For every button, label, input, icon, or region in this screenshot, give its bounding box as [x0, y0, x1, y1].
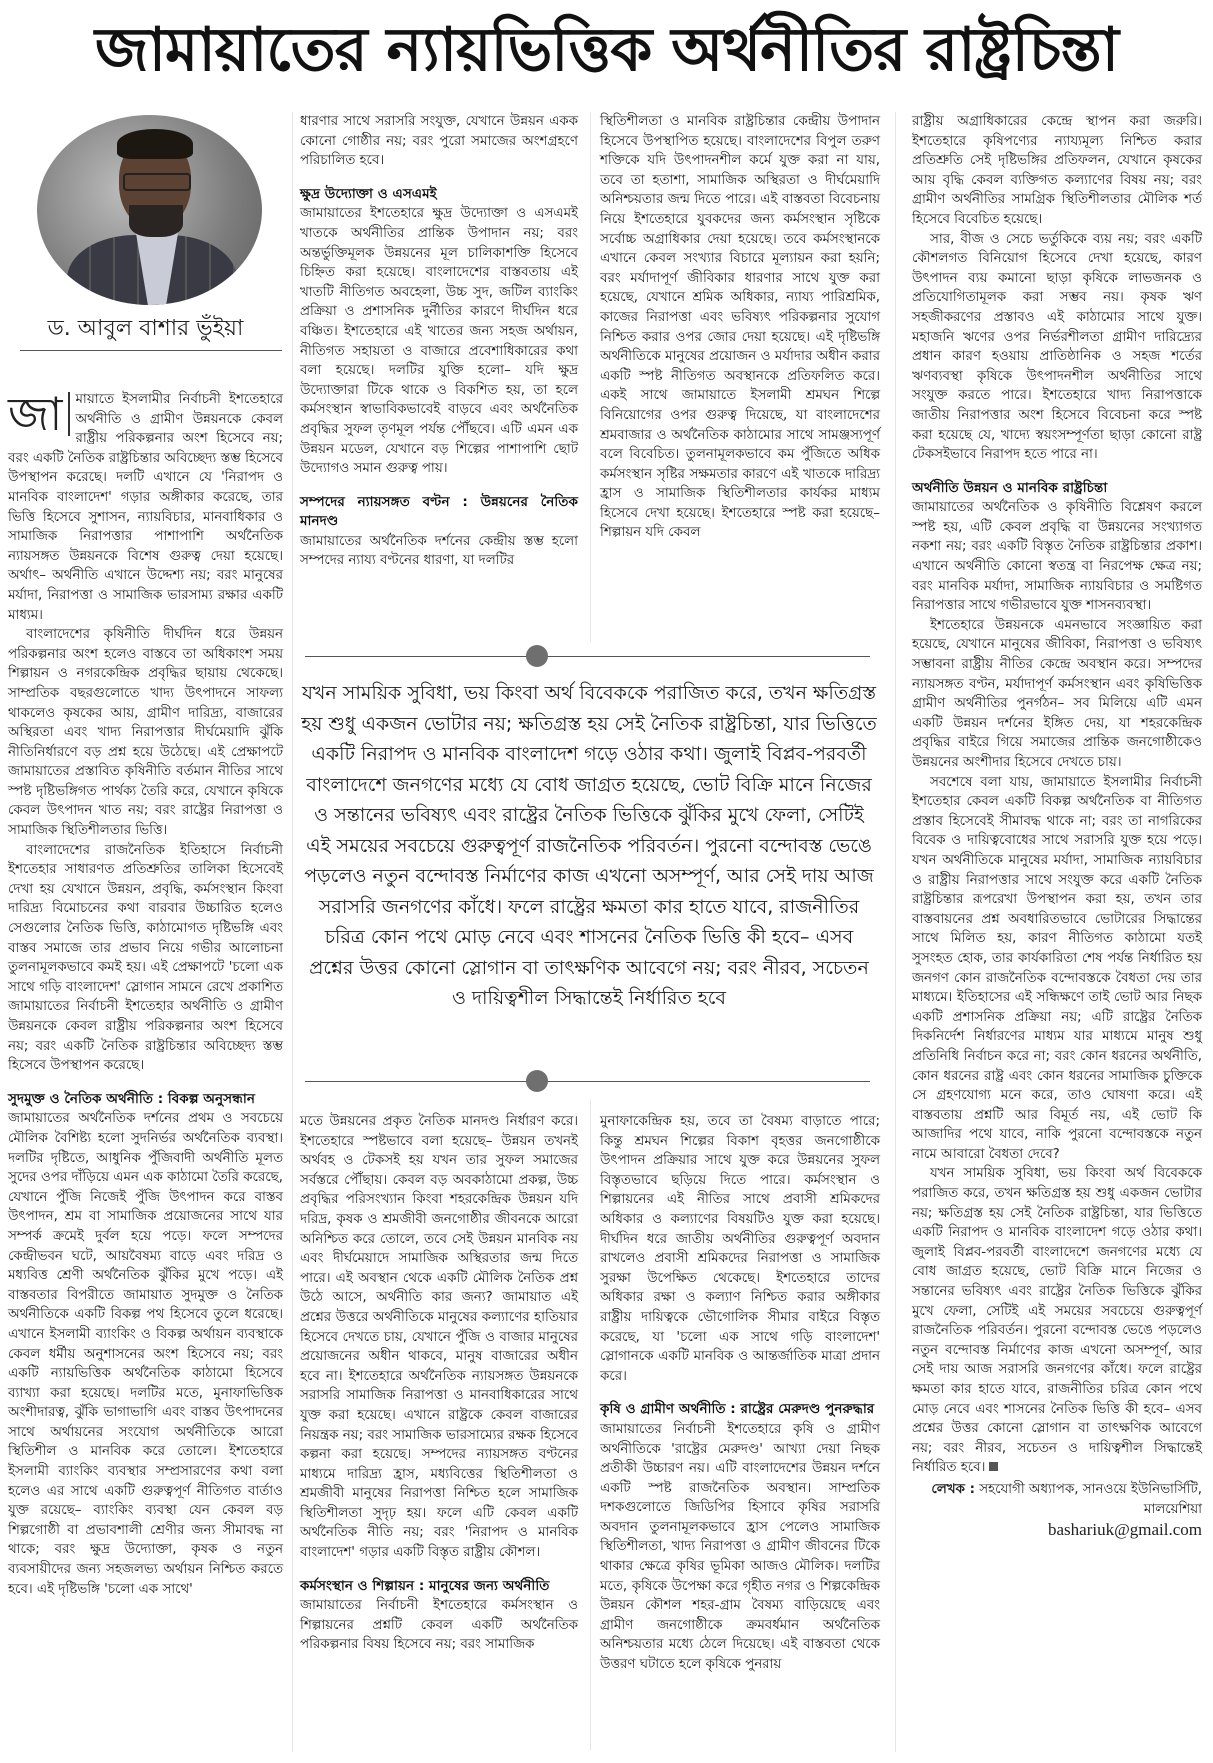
headline: জামায়াতের ন্যায়ভিত্তিক অর্থনীতির রাষ্ট্রচিন্তা [94, 15, 1119, 85]
article-column-4 [912, 112, 1202, 1541]
author-note-text: সহযোগী অধ্যাপক, সানওয়ে ইউনিভার্সিটি, মালয়েশিয়া [979, 1481, 1202, 1517]
photo-hair [117, 129, 193, 159]
section-heading: ক্ষুদ্র উদ্যোক্তা ও এসএমই [300, 185, 437, 202]
paragraph: রাষ্ট্রীয় অগ্রাধিকারের কেন্দ্রে স্থাপন করা জরুরি। ইশতেহারে কৃষিপণ্যের ন্যায্যমূল্য নিশ্চিত করার প্রতিশ্রুতি সেই দৃষ্টিভঙ্গির প্রতিফলন, যেখানে কৃষকের আয় বৃদ্ধি কেবল ব্যক্তিগত কল্যাণের বিষয় নয়; বরং গ্রামীণ অর্থনীতির সামগ্রিক স্থিতিশীলতার মৌলিক শর্ত হিসেবে বিবেচিত হয়েছে। [912, 114, 1202, 227]
section-heading: কৃষি ও গ্রামীণ অর্থনীতি : রাষ্ট্রের মেরুদণ্ড পুনরুদ্ধার [600, 1401, 875, 1418]
article-column-3-top [600, 112, 880, 543]
paragraph: ধারণার সাথে সরাসরি সংযুক্ত, যেখানে উন্নয়ন একক কোনো গোষ্ঠীর নয়; বরং পুরো সমাজের অংশগ্রহণে পরিচালিত হবে। [300, 114, 578, 169]
pull-quote: যখন সাময়িক সুবিধা, ভয় কিংবা অর্থ বিবেককে পরাজিত করে, তখন ক্ষতিগ্রস্ত হয় শুধু একজন ভোটার নয়; ক্ষতিগ্রস্ত হয় সেই নৈতিক রাষ্ট্রচিন্তা, যার ভিত্তিতে একটি নিরাপদ ও মানবিক বাংলাদেশ গড়ে ওঠার কথা। জুলাই বিপ্লব-পরবর্তী বাংলাদেশে জনগণের মধ্যে যে বোধ জাগ্রত হয়েছে, ভোট বিক্রি মানে নিজের ও সন্তানের ভবিষ্যৎ এবং রাষ্ট্রের নৈতিক ভিত্তিকে ঝুঁকির মুখে ফেলা, সেটিই এই সময়ের সবচেয়ে গুরুত্বপূর্ণ রাজনৈতিক পরিবর্তন। পুরনো বন্দোবস্ত ভেঙে পড়লেও নতুন বন্দোবস্ত নির্মাণের কাজ এখনো অসম্পূর্ণ, আর সেই দায় আজ সরাসরি জনগণের কাঁধে। ফলে রাষ্ট্রের ক্ষমতা কার হাতে যাবে, রাজনীতির চরিত্র কোন পথে মোড় নেবে এবং শাসনের নৈতিক ভিত্তি কী হবে– এসব প্রশ্নের উত্তর কোনো স্লোগান বা তাৎক্ষণিক আবেগে নয়; বরং নীরব, সচেতন ও দায়িত্বশীল সিদ্ধান্তেই নির্ধারিত হবে [301, 682, 877, 1009]
paragraph-text: মায়াতে ইসলামীর নির্বাচনী ইশতেহারে অর্থনীতি ও গ্রামীণ উন্নয়নকে কেবল রাষ্ট্রীয় পরিকল্পনার অংশ হিসেবে নয়; বরং একটি নৈতিক রাষ্ট্রচিন্তার অবিচ্ছেদ্য স্তম্ভ হিসেবে উপস্থাপন করেছে। দলটি এখানে যে 'নিরাপদ ও মানবিক বাংলাদেশ' গড়ার অঙ্গীকার করেছে, তার ভিত্তি হিসেবে সুশাসন, ন্যায়বিচার, মানবাধিকার ও সামাজিক নিরাপত্তার পাশাপাশি অর্থনৈতিক ন্যায়সঙ্গত উন্নয়নকে বিশেষ গুরুত্ব দেয়া হয়েছে। অর্থাৎ– অর্থনীতি এখানে উদ্দেশ্য নয়; বরং মানুষের মর্যাদা, নিরাপত্তা ও সামাজিক ভারসাম্য রক্ষার একটি মাধ্যম। [8, 392, 283, 623]
paragraph: জামায়াতের নির্বাচনী ইশতেহারে কর্মসংস্থান ও শিল্পায়নের প্রশ্নটি কেবল একটি অর্থনৈতিক পরিকল্পনার বিষয় হিসেবে নয়; বরং সামাজিক [300, 1598, 578, 1653]
section-heading: সম্পদের ন্যায়সঙ্গত বণ্টন : উন্নয়নের নৈতিক মানদণ্ড [300, 493, 578, 530]
byline-divider [20, 350, 282, 351]
paragraph: স্থিতিশীলতা ও মানবিক রাষ্ট্রচিন্তার কেন্দ্রীয় উপাদান হিসেবে উপস্থাপিত হয়েছে। বাংলাদেশের বিপুল তরুণ শক্তিকে যদি উৎপাদনশীল কর্মে যুক্ত করা না যায়, তবে তা হতাশা, সামাজিক অস্থিরতা ও দীর্ঘমেয়াদি অনিশ্চয়তার জন্ম দিতে পারে। এই বাস্তবতা বিবেচনায় নিয়ে ইশতেহারে যুবকদের জন্য কর্মসংস্থান সৃষ্টিকে সর্বোচ্চ অগ্রাধিকার দেয়া হয়েছে। তবে কর্মসংস্থানকে এখানে কেবল সংখ্যার বিচারে মূল্যায়ন করা হয়নি; বরং মর্যাদাপূর্ণ জীবিকার ধারণার সাথে যুক্ত করা হয়েছে, যেখানে শ্রমিক অধিকার, ন্যায্য পারিশ্রমিক, কাজের নিরাপত্তা এবং ভবিষ্যৎ পরিকল্পনার সুযোগ নিশ্চিত করার ওপর জোর দেয়া হয়েছে। এই দৃষ্টিভঙ্গি অর্থনীতিকে মানুষের প্রয়োজন ও মর্যাদার অধীন করার একটি স্পষ্ট নীতিগত অবস্থানকে প্রতিফলিত করে। একই সাথে জামায়াতে ইসলামী শ্রমঘন শিল্পে বিনিয়োগের ওপর গুরুত্ব দিয়েছে, যা বাংলাদেশের শ্রমবাজার ও অর্থনৈতিক কাঠামোর সাথে সামঞ্জস্যপূর্ণ বলে বিবেচিত। তুলনামূলকভাবে কম পুঁজিতে অধিক কর্মসংস্থান সৃষ্টির সক্ষমতার কারণে এই খাতকে দারিদ্র্য হ্রাস ও সামাজিক স্থিতিশীলতার কার্যকর মাধ্যম হিসেবে দেখা হয়েছে। ইশতেহারে স্পষ্ট করা হয়েছে– শিল্পায়ন যদি কেবল [600, 114, 880, 541]
article-column-2-top [300, 112, 578, 571]
column-divider [292, 112, 293, 1752]
paragraph: জামায়াতের ইশতেহারে ক্ষুদ্র উদ্যোক্তা ও এসএমই খাতকে অর্থনীতির প্রান্তিক উপাদান নয়; বরং অন্তর্ভুক্তিমূলক উন্নয়নের মূল চালিকাশক্তি হিসেবে চিহ্নিত করা হয়েছে। বাংলাদেশের বাস্তবতায় এই খাতটি নীতিগত অবহেলা, উচ্চ সুদ, জটিল ব্যাংকিং প্রক্রিয়া ও প্রশাসনিক দুর্নীতির কারণে দীর্ঘদিন ধরে বঞ্চিত। ইশতেহারে এই খাতের জন্য সহজ অর্থায়ন, নীতিগত সহায়তা ও বাজারে প্রবেশাধিকারের কথা বলা হয়েছে। দলটির যুক্তি হলো– যদি ক্ষুদ্র উদ্যোক্তারা টিকে থাকে ও বিকশিত হয়, তা হলে কর্মসংস্থান স্বাভাবিকভাবেই বাড়বে এবং অর্থনৈতিক প্রবৃদ্ধির সুফল তৃণমূল পর্যন্ত পৌঁছবে। এটি এমন এক উন্নয়ন মডেল, যেখানে বড় শিল্পের পাশাপাশি ছোট উদ্যোগও সমান গুরুত্ব পায়। [300, 206, 578, 477]
section-heading: অর্থনীতি উন্নয়ন ও মানবিক রাষ্ট্রচিন্তা [912, 479, 1108, 496]
paragraph: বাংলাদেশের কৃষিনীতি দীর্ঘদিন ধরে উন্নয়ন পরিকল্পনার অংশ হলেও বাস্তবে তা অধিকাংশ সময় শিল্পায়ন ও নগরকেন্দ্রিক প্রবৃদ্ধির ছায়ায় থেকেছে। সাম্প্রতিক বছরগুলোতে খাদ্য উৎপাদনে সাফল্য থাকলেও কৃষকের আয়, গ্রামীণ দারিদ্র্য, বাজারের অস্থিরতা এবং খাদ্য নিরাপত্তার দীর্ঘমেয়াদি ঝুঁকি নীতিনির্ধারণে বড় প্রশ্ন হয়ে উঠেছে। এই প্রেক্ষাপটে জামায়াতের প্রস্তাবিত কৃষিনীতি বর্তমান নীতির সাথে স্পষ্ট দৃষ্টিভঙ্গিগত পার্থক্য তৈরি করে, যেখানে কৃষিকে কেবল উৎপাদন খাত নয়; বরং রাষ্ট্রের নিরাপত্তা ও সামাজিক স্থিতিশীলতার ভিত্তি। [8, 627, 283, 839]
paragraph-text: যখন সাময়িক সুবিধা, ভয় কিংবা অর্থ বিবেককে পরাজিত করে, তখন ক্ষতিগ্রস্ত হয় শুধু একজন ভোটার নয়; ক্ষতিগ্রস্ত হয় সেই নৈতিক রাষ্ট্রচিন্তা, যার ভিত্তিতে একটি নিরাপদ ও মানবিক বাংলাদেশ গড়ে ওঠার কথা। জুলাই বিপ্লব-পরবর্তী বাংলাদেশে জনগণের মধ্যে যে বোধ জাগ্রত হয়েছে, ভোট বিক্রি মানে নিজের ও সন্তানের ভবিষ্যৎ এবং রাষ্ট্রের নৈতিক ভিত্তিকে ঝুঁকির মুখে ফেলা, সেটিই এই সময়ের সবচেয়ে গুরুত্বপূর্ণ রাজনৈতিক পরিবর্তন। পুরনো বন্দোবস্ত ভেঙে পড়লেও নতুন বন্দোবস্ত নির্মাণের কাজ এখনো অসম্পূর্ণ, আর সেই দায় আজ সরাসরি জনগণের কাঁধে। ফলে রাষ্ট্রের ক্ষমতা কার হাতে যাবে, রাজনীতির চরিত্র কোন পথে মোড় নেবে এবং শাসনের নৈতিক ভিত্তি কী হবে– এসব প্রশ্নের উত্তর কোনো স্লোগান বা তাৎক্ষণিক আবেগে নয়; বরং নীরব, সচেতন ও দায়িত্বশীল সিদ্ধান্তেই নির্ধারিত হবে। [912, 1166, 1202, 1476]
column-divider [590, 112, 591, 642]
pull-quote-top-rule [305, 656, 870, 657]
photo-beard [129, 205, 183, 237]
author-byline: ড. আবুল বাশার ভুঁইয়া [47, 316, 244, 341]
pull-quote-top-dot [526, 645, 548, 667]
paragraph: জামায়াতের অর্থনৈতিক ও কৃষিনীতি বিশ্লেষণ করলে স্পষ্ট হয়, এটি কেবল প্রবৃদ্ধি বা উন্নয়নের সংখ্যাগত নকশা নয়; বরং একটি বিস্তৃত নৈতিক রাষ্ট্রচিন্তার প্রকাশ। এখানে অর্থনীতি কোনো স্বতন্ত্র বা নিরপেক্ষ ক্ষেত্র নয়; বরং মানবিক মর্যাদা, সামাজিক ন্যায়বিচার ও সমষ্টিগত নিরাপত্তার সাথে গভীরভাবে যুক্ত শাসনব্যবস্থা। [912, 500, 1202, 614]
paragraph: বাংলাদেশের রাজনৈতিক ইতিহাসে নির্বাচনী ইশতেহার সাধারণত প্রতিশ্রুতির তালিকা হিসেবেই দেখা হয় যেখানে উন্নয়ন, প্রবৃদ্ধি, কর্মসংস্থান কিংবা দারিদ্র্য বিমোচনের কথা বারবার উচ্চারিত হলেও সেগুলোর নৈতিক ভিত্তি, কাঠামোগত দৃষ্টিভঙ্গি এবং বাস্তব সমাজে তার প্রভাব নিয়ে গভীর আলোচনা তুলনামূলকভাবে কমই হয়। এই প্রেক্ষাপটে 'চলো এক সাথে গড়ি বাংলাদেশ' স্লোগান সামনে রেখে প্রকাশিত জামায়াতের নির্বাচনী ইশতেহার অর্থনীতি ও গ্রামীণ উন্নয়নকে কেবল রাষ্ট্রীয় পরিকল্পনার অংশ হিসেবে নয়; বরং একটি নৈতিক রাষ্ট্রচিন্তার অবিচ্ছেদ্য স্তম্ভ হিসেবে উপস্থাপন করেছে। [8, 842, 283, 1074]
end-mark-icon [989, 1462, 998, 1471]
author-photo [37, 115, 262, 305]
article-column-1 [8, 387, 283, 1599]
paragraph: জামায়াতের অর্থনৈতিক দর্শনের কেন্দ্রীয় স্তম্ভ হলো সম্পদের ন্যায্য বণ্টনের ধারণা, যা দলটির [300, 533, 578, 569]
closing-paragraph [912, 1164, 1202, 1478]
author-email[interactable]: bashariuk@gmail.com [1048, 1520, 1202, 1540]
paragraph: সার, বীজ ও সেচে ভর্তুকিকে ব্যয় নয়; বরং একটি কৌশলগত বিনিয়োগ হিসেবে দেখা হয়েছে, কারণ উৎপাদন ব্যয় কমানো ছাড়া কৃষিকে লাভজনক ও প্রতিযোগিতামূলক করা সম্ভব নয়। কৃষক ঋণ সহজীকরণের প্রস্তাবও এই কাঠামোর সাথে যুক্ত। মহাজনি ঋণের ওপর নির্ভরশীলতা গ্রামীণ দারিদ্র্যের প্রধান কারণ হওয়ায় প্রাতিষ্ঠানিক ও সহজ শর্তের ঋণব্যবস্থা কৃষিকে উৎপাদনশীল অর্থনীতির সাথে সংযুক্ত করতে পারে। ইশতেহারে খাদ্য নিরাপত্তাকে জাতীয় নিরাপত্তার অংশ হিসেবে বিবেচনা করে স্পষ্ট করা হয়েছে যে, খাদ্যে স্বয়ংসম্পূর্ণতা ছাড়া কোনো রাষ্ট্র টেকসইভাবে নিরাপদ হতে পারে না। [912, 231, 1202, 463]
paragraph: মুনাফাকেন্দ্রিক হয়, তবে তা বৈষম্য বাড়াতে পারে; কিন্তু শ্রমঘন শিল্পের বিকাশ বৃহত্তর জনগোষ্ঠীকে উৎপাদন প্রক্রিয়ার সাথে যুক্ত করে উন্নয়নের সুফল বিস্তৃতভাবে ছড়িয়ে দিতে পারে। কর্মসংস্থান ও শিল্পায়নের এই নীতির সাথে প্রবাসী শ্রমিকদের অধিকার ও কল্যাণের বিষয়টিও যুক্ত করা হয়েছে। দীর্ঘদিন ধরে জাতীয় অর্থনীতির গুরুত্বপূর্ণ অবদান রাখলেও প্রবাসী শ্রমিকদের নিরাপত্তা ও সামাজিক সুরক্ষা উপেক্ষিত থেকেছে। ইশতেহারে তাদের অধিকার রক্ষা ও কল্যাণ নিশ্চিত করার অঙ্গীকার রাষ্ট্রীয় দায়িত্বকে ভৌগোলিক সীমার বাইরে বিস্তৃত করেছে, যা 'চলো এক সাথে গড়ি বাংলাদেশ' স্লোগানকে একটি মানবিক ও আন্তর্জাতিক মাত্রা প্রদান করে। [600, 1114, 880, 1384]
paragraph: সবশেষে বলা যায়, জামায়াতে ইসলামীর নির্বাচনী ইশতেহার কেবল একটি বিকল্প অর্থনৈতিক বা নীতিগত প্রস্তাব হিসেবেই সীমাবদ্ধ থাকে না; বরং তা নাগরিকের বিবেক ও দায়িত্ববোধের সাথে সরাসরি যুক্ত হয়ে পড়ে। যখন অর্থনীতিকে মানুষের মর্যাদা, সামাজিক ন্যায়বিচার ও রাষ্ট্রীয় নিরাপত্তার সাথে সংযুক্ত করে একটি নৈতিক রাষ্ট্রচিন্তার রূপরেখা উপস্থাপন করা হয়, তখন তার বাস্তবায়নের প্রশ্ন অবধারিতভাবে ভোটারের সিদ্ধান্তের সাথে মিলিত হয়, কারণ নীতিগত কাঠামো যতই সুসংহত হোক, তার কার্যকারিতা শেষ পর্যন্ত নির্ধারিত হয় জনগণ কোন রাজনৈতিক বন্দোবস্তকে বৈধতা দেয় তার মাধ্যমে। ইতিহাসের এই সন্ধিক্ষণে তাই ভোট আর নিছক একটি প্রশাসনিক প্রক্রিয়া নয়; এটি রাষ্ট্রের নৈতিক দিকনির্দেশ নির্ধারণের মাধ্যম যার মাধ্যমে মানুষ শুধু প্রতিনিধি নির্বাচন করে না; বরং কোন ধরনের অর্থনীতি, কোন ধরনের রাষ্ট্র এবং কোন ধরনের সামাজিক চুক্তিকে সে গ্রহণযোগ্য মনে করে, তাও ঘোষণা করে। এই বাস্তবতায় প্রশ্নটি আর বিমূর্ত নয়, এই ভোট কি আজাদির পথে যাবে, নাকি পুরনো বন্দোবস্তকে নতুন নামে আবারো বৈধতা দেবে? [912, 774, 1202, 1162]
author-note-label: লেখক : [931, 1481, 975, 1497]
column-divider [590, 1100, 591, 1750]
article-column-2-bottom [300, 1112, 578, 1655]
paragraph: মতে উন্নয়নের প্রকৃত নৈতিক মানদণ্ড নির্ধারণ করে। ইশতেহারে স্পষ্টভাবে বলা হয়েছে– উন্নয়ন তখনই অর্থবহ ও টেকসই হয় যখন তার সুফল সমাজের সর্বস্তরে পৌঁছায়। কেবল বড় অবকাঠামো প্রকল্প, উচ্চ প্রবৃদ্ধির পরিসংখ্যান কিংবা শহরকেন্দ্রিক উন্নয়ন যদি দরিদ্র, কৃষক ও শ্রমজীবী জনগোষ্ঠীর জীবনকে আরো অনিশ্চিত করে তোলে, তবে সেই উন্নয়ন মানবিক নয় এবং দীর্ঘমেয়াদে সামাজিক অস্থিরতার জন্ম দিতে পারে। এই অবস্থান থেকে একটি মৌলিক নৈতিক প্রশ্ন উঠে আসে, অর্থনীতি কার জন্য? জামায়াত এই প্রশ্নের উত্তরে অর্থনীতিকে মানুষের কল্যাণের হাতিয়ার হিসেবে দেখতে চায়, যেখানে পুঁজি ও বাজার মানুষের প্রয়োজনের অধীন থাকবে, মানুষ বাজারের অধীন হবে না। ইশতেহারে অর্থনৈতিক ন্যায়সঙ্গত উন্নয়নকে সরাসরি সামাজিক নিরাপত্তা ও মানবাধিকারের সাথে যুক্ত করা হয়েছে। এখানে রাষ্ট্রকে কেবল বাজারের নিয়ন্ত্রক নয়; বরং সামাজিক ভারসাম্যের রক্ষক হিসেবে কল্পনা করা হয়েছে। সম্পদের ন্যায়সঙ্গত বণ্টনের মাধ্যমে দারিদ্র্য হ্রাস, মধ্যবিত্তের স্থিতিশীলতা ও শ্রমজীবী মানুষের নিরাপত্তা নিশ্চিত হলে সামাজিক স্থিতিশীলতা সুদৃঢ় হয়। ফলে এটি কেবল একটি অর্থনৈতিক নীতি নয়; বরং 'নিরাপদ ও মানবিক বাংলাদেশ' গড়ার একটি বিস্তৃত রাষ্ট্রীয় কৌশল। [300, 1114, 578, 1561]
paragraph: জামায়াতের অর্থনৈতিক দর্শনের প্রথম ও সবচেয়ে মৌলিক বৈশিষ্ট্য হলো সুদনির্ভর অর্থনৈতিক ব্যবস্থা। দলটির দৃষ্টিতে, আধুনিক পুঁজিবাদী অর্থনীতি মূলত সুদের ওপর দাঁড়িয়ে এমন এক কাঠামো তৈরি করেছে, যেখানে পুঁজি নিজেই পুঁজি উৎপাদন করে বাস্তব উৎপাদন, শ্রম বা সামাজিক প্রয়োজনের সাথে যার সম্পর্ক ক্রমেই দুর্বল হয়ে পড়ে। ফলে সম্পদের কেন্দ্রীভবন ঘটে, আয়বৈষম্য বাড়ে এবং দরিদ্র ও মধ্যবিত্ত শ্রেণী অর্থনৈতিক ঝুঁকির মুখে পড়ে। এই বাস্তবতার বিপরীতে জামায়াত সুদমুক্ত ও নৈতিক অর্থনীতিকে একটি বিকল্প পথ হিসেবে তুলে ধরেছে। এখানে ইসলামী ব্যাংকিং ও বিকল্প অর্থায়ন ব্যবস্থাকে কেবল ধর্মীয় অনুশাসনের অংশ হিসেবে নয়; বরং একটি ন্যায়ভিত্তিক অর্থনৈতিক কাঠামো হিসেবে ব্যাখ্যা করা হয়েছে। দলটির মতে, মুনাফাভিত্তিক অংশীদারত্ব, ঝুঁকি ভাগাভাগি এবং বাস্তব উৎপাদনের সাথে অর্থায়নের সংযোগ অর্থনীতিকে আরো স্থিতিশীল ও মানবিক করে তোলে। ইশতেহারে ইসলামী ব্যাংকিং ব্যবস্থার সম্প্রসারণের কথা বলা হলেও এর সাথে একটি গুরুত্বপূর্ণ নীতিগত বার্তাও যুক্ত রয়েছে– ব্যাংকিং ব্যবস্থা যেন কেবল বড় শিল্পগোষ্ঠী বা প্রভাবশালী শ্রেণীর জন্য সীমাবদ্ধ না থাকে; বরং ক্ষুদ্র উদ্যোক্তা, কৃষক ও নতুন ব্যবসায়ীদের জন্য সহজলভ্য অর্থায়ন নিশ্চিত করতে হবে। এই দৃষ্টিভঙ্গি 'চলো এক সাথে' [8, 1111, 283, 1597]
drop-cap: জা [8, 392, 70, 436]
lead-paragraph [8, 387, 283, 625]
photo-glasses [123, 173, 191, 191]
section-heading: কর্মসংস্থান ও শিল্পায়ন : মানুষের জন্য অর্থনীতি [300, 1577, 550, 1594]
column-divider [895, 112, 896, 1752]
author-note [912, 1480, 1202, 1519]
article-column-3-bottom [600, 1112, 880, 1675]
pull-quote-bottom-dot [526, 1070, 548, 1092]
paragraph: জামায়াতের নির্বাচনী ইশতেহারে কৃষি ও গ্রামীণ অর্থনীতিকে 'রাষ্ট্রের মেরুদণ্ড' আখ্যা দেয়া নিছক প্রতীকী উচ্চারণ নয়। এটি বাংলাদেশের উন্নয়ন দর্শনে একটি স্পষ্ট রাজনৈতিক অবস্থান। সাম্প্রতিক দশকগুলোতে জিডিপির হিসাবে কৃষির সরাসরি অবদান তুলনামূলকভাবে হ্রাস পেলেও সামাজিক স্থিতিশীলতা, খাদ্য নিরাপত্তা ও গ্রামীণ জীবনের টিকে থাকার ক্ষেত্রে কৃষির ভূমিকা আজও মৌলিক। দলটির মতে, কৃষিকে উপেক্ষা করে গৃহীত নগর ও শিল্পকেন্দ্রিক উন্নয়ন কৌশল শহর-গ্রাম বৈষম্য বাড়িয়েছে এবং গ্রামীণ জনগোষ্ঠীকে ক্রমবর্ধমান অর্থনৈতিক অনিশ্চয়তার মধ্যে ঠেলে দিয়েছে। এই বাস্তবতা থেকে উত্তরণ ঘটাতে হলে কৃষিকে পুনরায় [600, 1421, 880, 1673]
section-heading: সুদমুক্ত ও নৈতিক অর্থনীতি : বিকল্প অনুসন্ধান [8, 1090, 255, 1107]
pull-quote-bottom-rule [305, 1081, 870, 1082]
paragraph: ইশতেহারে উন্নয়নকে এমনভাবে সংজ্ঞায়িত করা হয়েছে, যেখানে মানুষের জীবিকা, নিরাপত্তা ও ভবিষ্যৎ সম্ভাবনা রাষ্ট্রীয় নীতির কেন্দ্রে অবস্থান করে। সম্পদের ন্যায়সঙ্গত বণ্টন, মর্যাদাপূর্ণ কর্মসংস্থান এবং কৃষিভিত্তিক গ্রামীণ অর্থনীতির পুনর্গঠন– সব মিলিয়ে এটি এমন একটি উন্নয়ন দর্শনের ইঙ্গিত দেয়, যা শহরকেন্দ্রিক প্রবৃদ্ধির বাইরে গিয়ে সমাজের প্রান্তিক জনগোষ্ঠীকেও উন্নয়নের অংশীদার হিসেবে দেখতে চায়। [912, 617, 1202, 770]
